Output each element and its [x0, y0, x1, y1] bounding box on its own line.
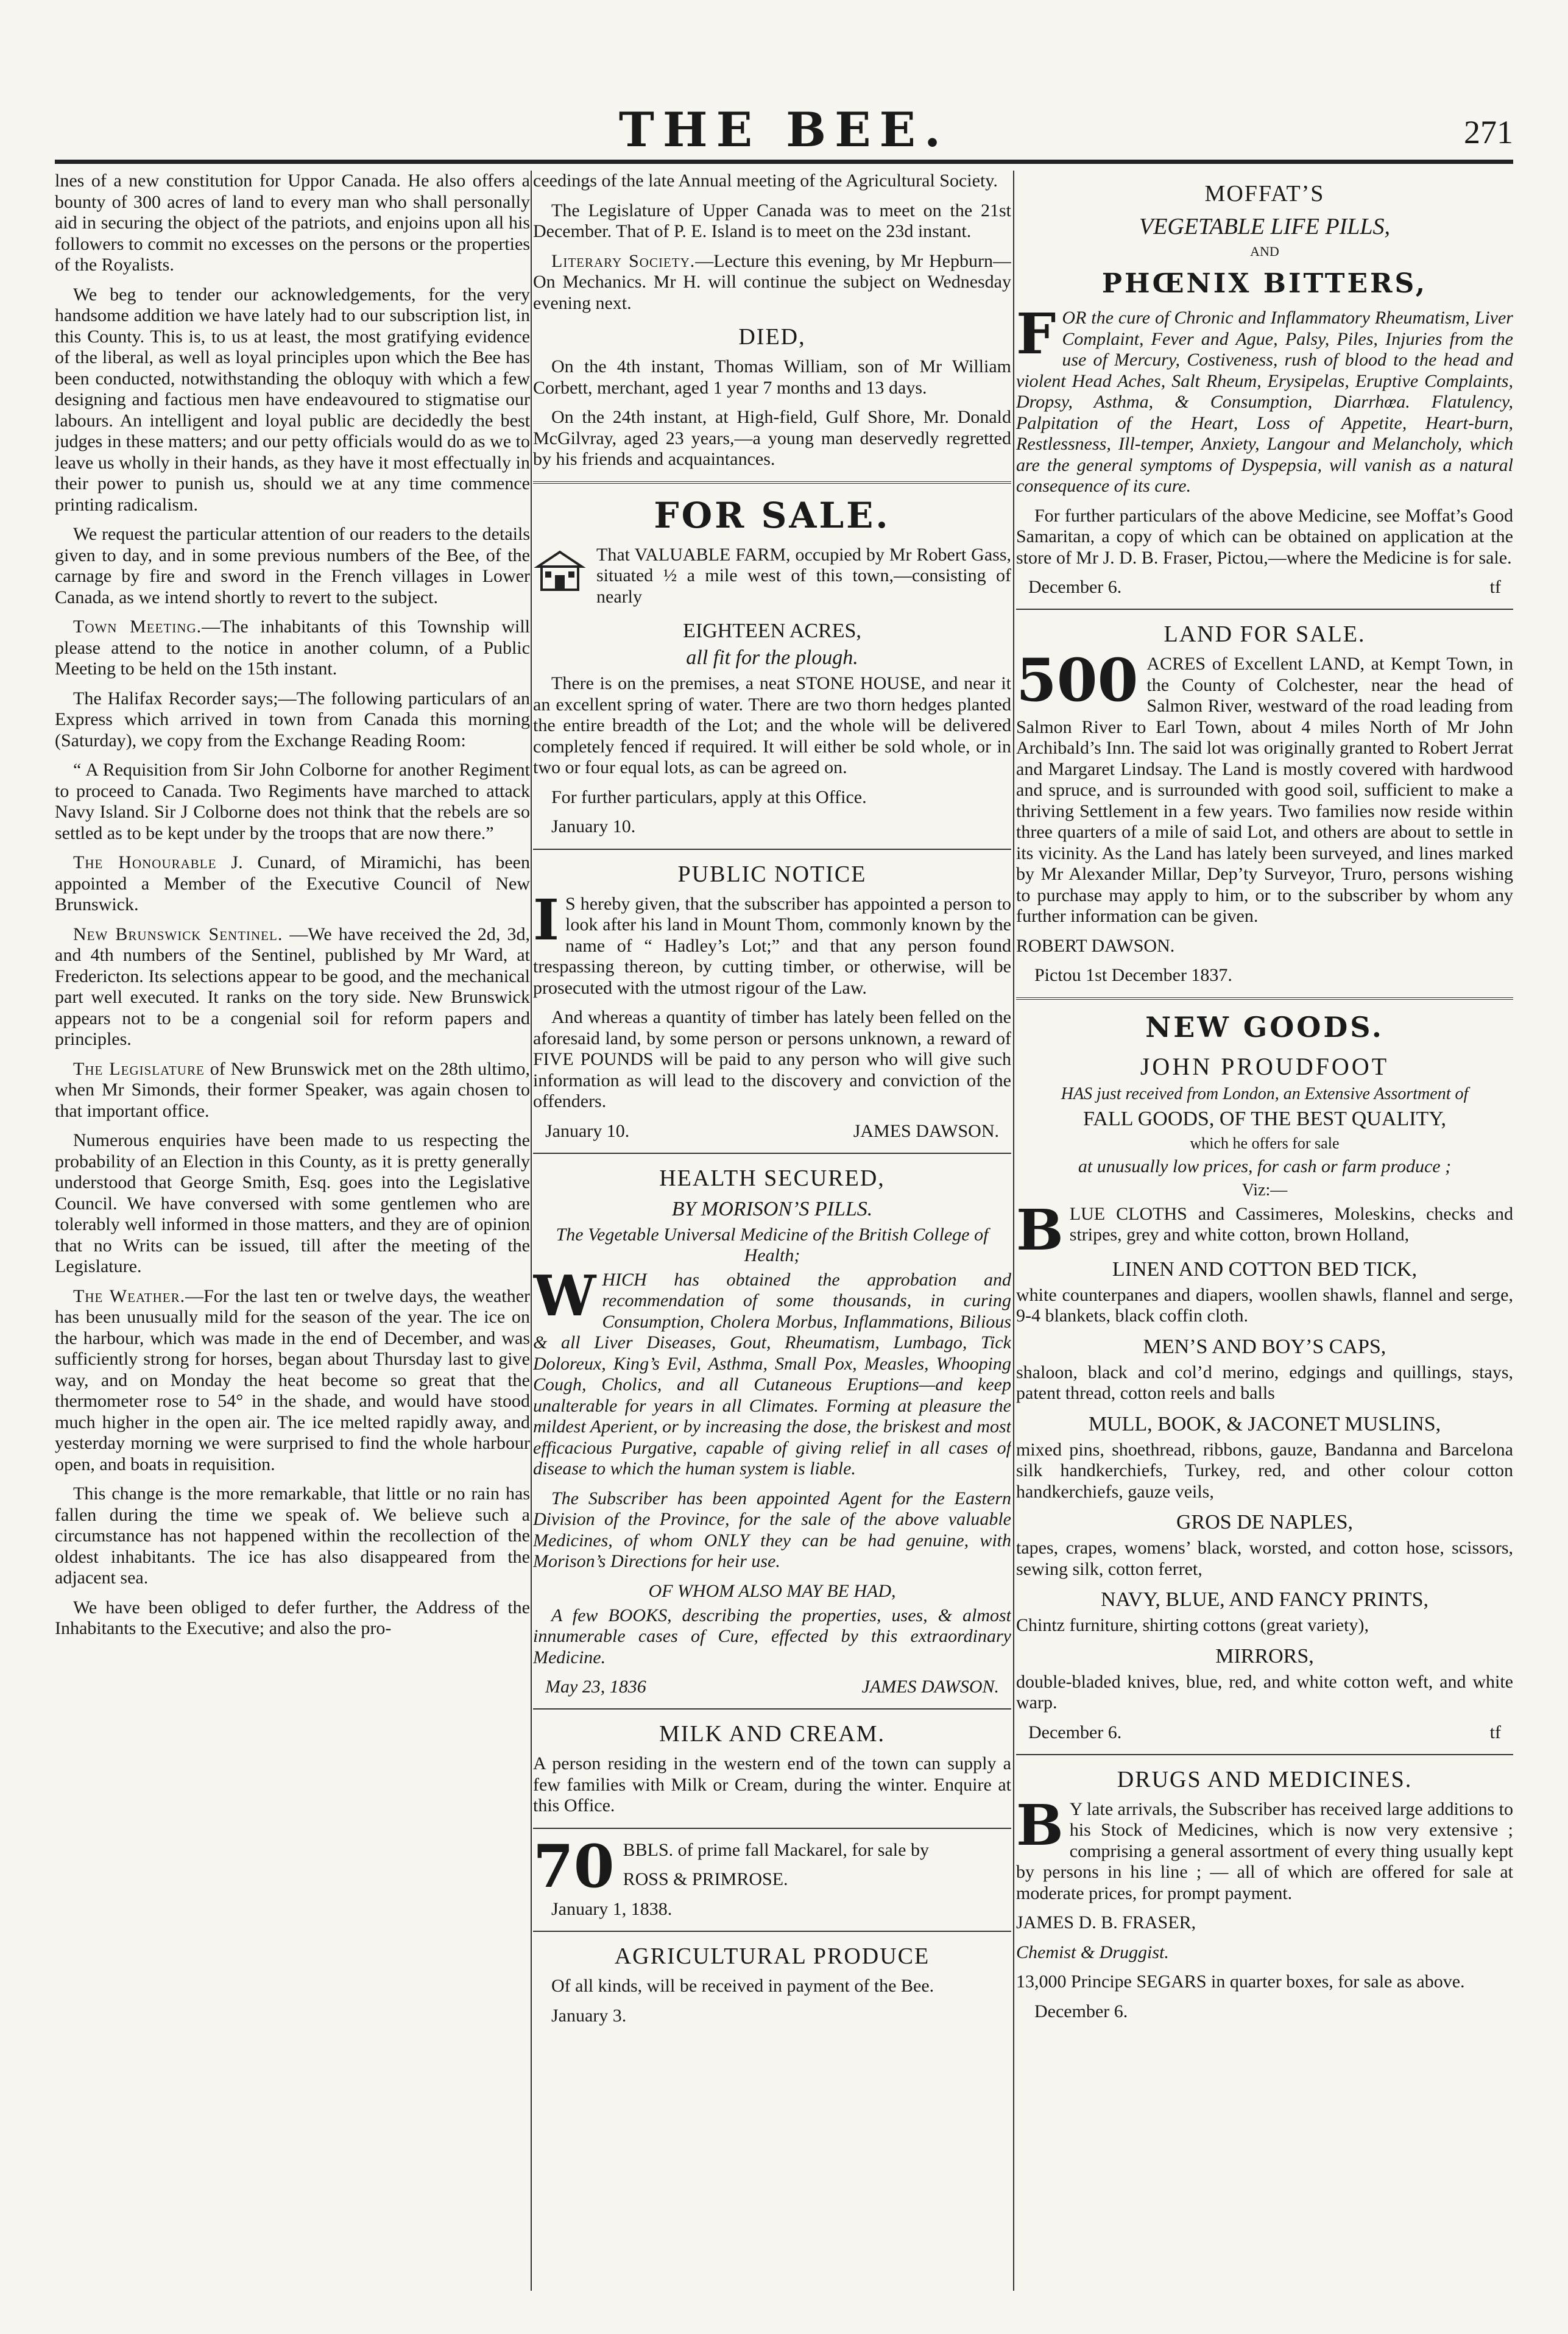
ad-text: white counterpanes and diapers, woollen shawls, flannel and serge, 9-4 blankets, black coffin cloth.: [1016, 1284, 1513, 1326]
ad-signature-row: [1028, 1722, 1501, 1743]
ad-subheading: MIRRORS,: [1215, 1644, 1314, 1667]
ad-signature-row: [545, 1677, 999, 1697]
ad-text: Y late arrivals, the Subscriber has received large additions to his Stock of Medicines, which is now very extensive ; comprising a general assortment of every thing usually kept by persons in his line ; — all of which are offered for sale at moderate prices, for prompt payment.: [1016, 1798, 1513, 1903]
ad-subheading: JOHN PROUDFOOT: [1140, 1052, 1390, 1080]
article-paragraph: ceedings of the late Annual meeting of the Agricultural Society.: [533, 171, 998, 191]
ad-number: 500: [1016, 646, 1139, 715]
public-notice-heading: PUBLIC NOTICE: [677, 861, 867, 887]
article-paragraph: [55, 852, 530, 916]
article-paragraph: We have been obliged to defer further, the Address of the Inhabitants to the Executive; and also the pro-: [55, 1597, 530, 1638]
ad-signature: JAMES D. B. FRASER,: [1016, 1912, 1196, 1933]
ad-signature: Chemist & Druggist.: [1016, 1942, 1169, 1962]
milk-heading: MILK AND CREAM.: [659, 1721, 885, 1747]
ad-subheading: PHŒNIX BITTERS,: [1101, 268, 1428, 299]
ad-subheading: MULL, BOOK, & JACONET MUSLINS,: [1088, 1412, 1441, 1435]
ad-text: A person residing in the western end of the town can supply a few families with Milk or Cream, during the winter. Enquire at this Office.: [533, 1753, 1011, 1816]
article-lead: The Legislature: [73, 1058, 205, 1079]
ad-subheading: Viz:—: [1241, 1180, 1288, 1200]
ad-text: That VALUABLE FARM, occupied by Mr Robert Gass, situated ½ a mile west of this town,—consisting of nearly: [596, 544, 1011, 607]
article-paragraph: [55, 1286, 530, 1476]
ad-subheading: NAVY, BLUE, AND FANCY PRINTS,: [1100, 1588, 1429, 1611]
ad-subheading: which he offers for sale: [1190, 1134, 1340, 1152]
drop-cap: I: [533, 886, 560, 953]
article-body: —The inhabitants of this Township will please attend to the notice in another column, of a Public Meeting to be held on the 15th instant.: [55, 617, 530, 679]
article-paragraph: [55, 617, 530, 680]
ad-text: Chintz furniture, shirting cottons (great variety),: [1016, 1615, 1369, 1635]
ad-text: A few BOOKS, describing the properties, uses, & almost innumerable cases of Cure, effected by this extraordinary Medicine.: [533, 1605, 1011, 1667]
section-rule: [533, 1153, 1011, 1154]
house-icon: [533, 548, 587, 592]
ad-text: mixed pins, shoethread, ribbons, gauze, Bandanna and Barcelona silk handkerchiefs, Turkey, red, and other colour cotton handkerchiefs, gauze veils,: [1016, 1439, 1513, 1502]
article-body: —For the last ten or twelve days, the weather has been unusually mild for the season of the year. The ice on the harbour, which was made in the end of December, and was sufficiently strong for horses, began about Thursday last to give way, and on Monday the heat become so great that the thermometer rose to 54° in the shade, and would have stood much higher in the open air. The ice melted rapidly away, and yesterday morning we were surprised to find the whole harbour open, and boats in requisition.: [55, 1285, 530, 1474]
ad-text: ACRES of Excellent LAND, at Kempt Town, in the County of Colchester, near the head of Salmon River, westward of the road leading from Salmon River to Earl Town, about 4 miles North of Mr John Archibald’s Inn. The said lot was originally granted to Robert Jerrat and Margaret Lindsay. The Land is mostly covered with hardwood and spruce, and is surrounded with good soil, sufficient to make a thriving Settlement in a few years. Two families now reside within three quarters of a mile of said Lot, and others are about to settle in its vicinity. As the Land has lately been surveyed, and lines marked by Mr Alexander Millar, Dep’ty Surveyor, Truro, persons wishing to purchase may apply to him, or to the subscriber by whom any further information can be given.: [1016, 654, 1513, 926]
column-divider: [531, 171, 532, 2291]
drop-cap: W: [533, 1262, 596, 1329]
ad-subheading: EIGHTEEN ACRES,: [683, 620, 861, 642]
section-rule: [1016, 1754, 1513, 1755]
section-rule: [533, 849, 1011, 850]
newspaper-title: THE BEE.: [618, 102, 950, 158]
ad-date: January 10.: [545, 1120, 630, 1141]
ad-number: 70: [533, 1831, 615, 1901]
ad-signature: JAMES DAWSON.: [853, 1120, 999, 1141]
article-quote: “ A Requisition from Sir John Colborne for another Regiment to proceed to Canada. Two Regiments have marched to attack Navy Island. Sir J Colborne does not think that the rebels are so settled as to be kept under by the troops that are now there.”: [55, 760, 530, 843]
drop-cap: F: [1016, 301, 1056, 367]
ad-subheading: AND: [1250, 244, 1279, 259]
ad-date: December 6.: [1028, 1722, 1122, 1742]
ad-subheading: LINEN AND COTTON BED TICK,: [1112, 1257, 1418, 1281]
column-2: [533, 171, 1011, 2334]
column-1: [55, 171, 530, 2334]
article-lead: Town Meeting.: [73, 617, 202, 637]
column-divider: [1013, 171, 1014, 2291]
moffat-heading: MOFFAT’S: [1204, 181, 1325, 207]
article-lead: Literary Society.: [551, 250, 696, 271]
ad-text: tapes, crapes, womens’ black, worsted, and cotton hose, scissors, sewing silk, cotton ferret,: [1016, 1538, 1513, 1579]
ad-tf: tf: [1489, 577, 1501, 597]
land-heading: LAND FOR SALE.: [1164, 621, 1366, 647]
agri-heading: AGRICULTURAL PRODUCE: [614, 1943, 930, 1969]
ad-subheading: BY MORISON’S PILLS.: [671, 1197, 873, 1220]
ad-text: And whereas a quantity of timber has lately been felled on the aforesaid land, by some person or persons unknown, a reward of FIVE POUNDS will be paid to any person who will give such information as will lead to the discovery and conviction of the offenders.: [533, 1007, 1011, 1111]
ad-date: December 6.: [1028, 577, 1122, 597]
article-paragraph: [533, 251, 1011, 314]
masthead-rule: [55, 160, 1513, 164]
ad-subheading: MEN’S AND BOY’S CAPS,: [1143, 1335, 1386, 1358]
section-rule: [1016, 609, 1513, 610]
section-rule: [533, 1708, 1011, 1710]
ad-text: HICH has obtained the approbation and recommendation of some thousands, in curing Consumption, Cholera Morbus, Inflammations, Bilious & all Liver Diseases, Gout, Rheumatism, Lumbago, Tick Doloreux, King’s Evil, Asthma, Small Pox, Measles, Whooping Cough, Cholics, and all Cutaneous Eruptions—and keep unalterable for years in all Climates. Forming at pleasure the mildest Aperient, or by increasing the dose, the briskest and most efficacious Purgative, capable of giving relief in all cases of disease to which the human system is liable.: [533, 1269, 1011, 1479]
obituary: On the 24th instant, at High-field, Gulf Shore, Mr. Donald McGilvray, aged 23 years,—a young man deservedly regretted by his friends and acquaintances.: [533, 407, 1011, 469]
article-paragraph: We request the particular attention of our readers to the details given to day, and in some previous numbers of the Bee, of the carnage by fire and sword in the French villages in Lower Canada, as we intend shortly to revert to the subject.: [55, 524, 530, 607]
ad-text: BBLS. of prime fall Mackarel, for sale by: [623, 1839, 929, 1860]
ad-subheading: VEGETABLE LIFE PILLS,: [1139, 214, 1390, 239]
ad-text: Of all kinds, will be received in payment of the Bee.: [551, 1976, 934, 1996]
article-paragraph: Numerous enquiries have been made to us respecting the probability of an Election in this County, as it is pretty generally understood that George Smith, Esq. goes into the Legislative Council. We have conversed with some gentlemen who are tolerably well informed in those matters, and they are of opinion that no Writs can be issued, till after the meeting of the Legislature.: [55, 1130, 530, 1276]
drop-cap: B: [1016, 1197, 1064, 1263]
ad-subheading: GROS DE NAPLES,: [1176, 1511, 1353, 1533]
article-paragraph: lnes of a new constitution for Uppor Canada. He also offers a bounty of 300 acres of land to every man who shall personally aid in securing the object of the patriots, and enjoins upon all his followers to commit no excesses on the persons or the properties of the Royalists.: [55, 171, 530, 275]
ad-text: LUE CLOTHS and Cassimeres, Moleskins, checks and stripes, grey and white cotton, brown Holland,: [1069, 1203, 1513, 1245]
ad-date: January 3.: [551, 2005, 627, 2026]
article-lead: New Brunswick Sentinel.: [73, 924, 283, 944]
article-paragraph: The Legislature of Upper Canada was to meet on the 21st December. That of P. E. Island is to meet on the 23d instant.: [533, 200, 1011, 241]
article-body: of New Brunswick met on the 28th ultimo, when Mr Simonds, their former Speaker, was again chosen to that important office.: [55, 1058, 530, 1121]
died-heading: DIED,: [738, 324, 806, 350]
ad-signature: ROSS & PRIMROSE.: [623, 1869, 788, 1889]
ad-subheading: The Vegetable Universal Medicine of the British College of Health;: [556, 1224, 989, 1265]
ad-subheading: HAS just received from London, an Extensive Assortment of: [1061, 1084, 1469, 1103]
section-rule: [533, 1931, 1011, 1932]
section-rule: [533, 481, 1011, 484]
ad-subheading: OF WHOM ALSO MAY BE HAD,: [648, 1580, 896, 1601]
article-paragraph: We beg to tender our acknowledgements, for the very handsome addition we have lately had to our subscription list, in this County. This is, to us at least, the most gratifying evidence of the liberal, as well as loyal principles upon which the Bee has been conducted, notwithstanding the obloquy with which a few designing and factious men have endeavoured to stigmatise our labours. An intelligent and loyal public are decidedly the best judges in these matters; and our petty officials would do as we to leave us wholly in their hands, as they have it most effectually in their power to punish us, should we at any time commence printing radicalism.: [55, 284, 530, 515]
article-paragraph: [55, 924, 530, 1050]
ad-signature-row: [545, 1121, 999, 1142]
ad-text: The Subscriber has been appointed Agent for the Eastern Division of the Province, for the sale of the above valuable Medicines, of whom ONLY they can be had genuine, with Morison’s Directions for heir use.: [533, 1488, 1011, 1571]
article-paragraph: [55, 1059, 530, 1122]
ad-signature: JAMES DAWSON.: [861, 1677, 999, 1697]
ad-tf: tf: [1489, 1722, 1501, 1742]
section-rule: [533, 1828, 1011, 1829]
ad-signature: ROBERT DAWSON.: [1016, 935, 1175, 956]
ad-subheading: at unusually low prices, for cash or farm produce ;: [1078, 1156, 1452, 1176]
column-3: [1016, 171, 1513, 2334]
ad-date: December 6.: [1034, 2001, 1128, 2021]
ad-text: S hereby given, that the subscriber has appointed a person to look after his land in Mount Thom, commonly known by the name of “ Hadley’s Lot;” and that any person found trespassing thereon, by cutting timber, or otherwise, will be prosecuted with the utmost rigour of the Law.: [533, 893, 1011, 998]
for-sale-heading: FOR SALE.: [654, 494, 891, 536]
ad-signature-row: [1028, 577, 1501, 598]
ad-text: double-bladed knives, blue, red, and white cotton weft, and white warp.: [1016, 1671, 1513, 1713]
drugs-heading: DRUGS AND MEDICINES.: [1117, 1766, 1413, 1792]
health-heading: HEALTH SECURED,: [659, 1165, 885, 1191]
ad-text: OR the cure of Chronic and Inflammatory Rheumatism, Liver Complaint, Fever and Ague, Palsy, Piles, Injuries from the use of Mercury, Costiveness, rush of blood to the head and violent Head Aches, Salt Rheum, Erysipelas, Eruptive Complaints, Dropsy, Asthma, & Consumption, Diarrhœa. Flatulency, Palpitation of the Heart, Loss of Appetite, Heart-burn, Restlessness, Ill-temper, Anxiety, Langour and Melancholy, which are the general symptoms of Dyspepsia, will vanish as a natural consequence of its cure.: [1016, 308, 1513, 496]
section-rule: [1016, 997, 1513, 1000]
masthead: [55, 102, 1513, 157]
ad-date: January 1, 1838.: [551, 1898, 673, 1919]
ad-subheading: FALL GOODS, OF THE BEST QUALITY,: [1083, 1107, 1446, 1130]
ad-text: For further particulars, apply at this Office.: [551, 787, 867, 807]
new-goods-heading: NEW GOODS.: [1145, 1010, 1384, 1044]
article-body: —Lecture this evening, by Mr Hepburn—On Mechanics. Mr H. will continue the subject on Wednesday evening next.: [533, 250, 1011, 313]
ad-text: For further particulars of the above Medicine, see Moffat’s Good Samaritan, a copy of which can be obtained on application at the store of Mr J. D. B. Fraser, Pictou,—where the Medicine is for sale.: [1016, 505, 1513, 568]
ad-text: shaloon, black and col’d merino, edgings and quillings, stays, patent thread, cotton reels and balls: [1016, 1362, 1513, 1403]
article-lead: The Honourable: [73, 852, 217, 872]
article-paragraph: The Halifax Recorder says;—The following particulars of an Express which arrived in town from Canada this morning (Saturday), we copy from the Exchange Reading Room:: [55, 688, 530, 751]
ad-date: Pictou 1st December 1837.: [1034, 965, 1232, 985]
ad-text: 13,000 Principe SEGARS in quarter boxes, for sale as above.: [1016, 1972, 1465, 1992]
ad-date: May 23, 1836: [545, 1677, 646, 1697]
article-paragraph: This change is the more remarkable, that little or no rain has fallen during the time we speak of. We believe such a circumstance has not happened within the recollection of the oldest inhabitants. The ice has also disappeared from the adjacent sea.: [55, 1484, 530, 1588]
ad-text: There is on the premises, a neat STONE HOUSE, and near it an excellent spring of water. There are two thorn hedges planted the entire breadth of the Lot; and the whole will be delivered completely fenced if required. It will either be sold whole, or in two or four equal lots, as can be agreed on.: [533, 673, 1011, 777]
drop-cap: B: [1016, 1792, 1064, 1858]
obituary: On the 4th instant, Thomas William, son of Mr William Corbett, merchant, aged 1 year 7 months and 13 days.: [533, 356, 1011, 398]
article-body: J. Cunard, of Miramichi, has been appointed a Member of the Executive Council of New Brunswick.: [55, 852, 530, 914]
article-body: —We have received the 2d, 3d, and 4th numbers of the Sentinel, published by Mr Ward, at Fredericton. Its selections appear to be good, and the mechanical part well executed. It ranks on the tory side. New Brunswick appears not to be a congenial soil for reform papers and principles.: [55, 924, 530, 1049]
article-lead: The Weather.: [73, 1285, 186, 1306]
page-number: 271: [1464, 114, 1513, 150]
ad-date: January 10.: [551, 816, 636, 836]
ad-subheading: all fit for the plough.: [686, 646, 858, 669]
